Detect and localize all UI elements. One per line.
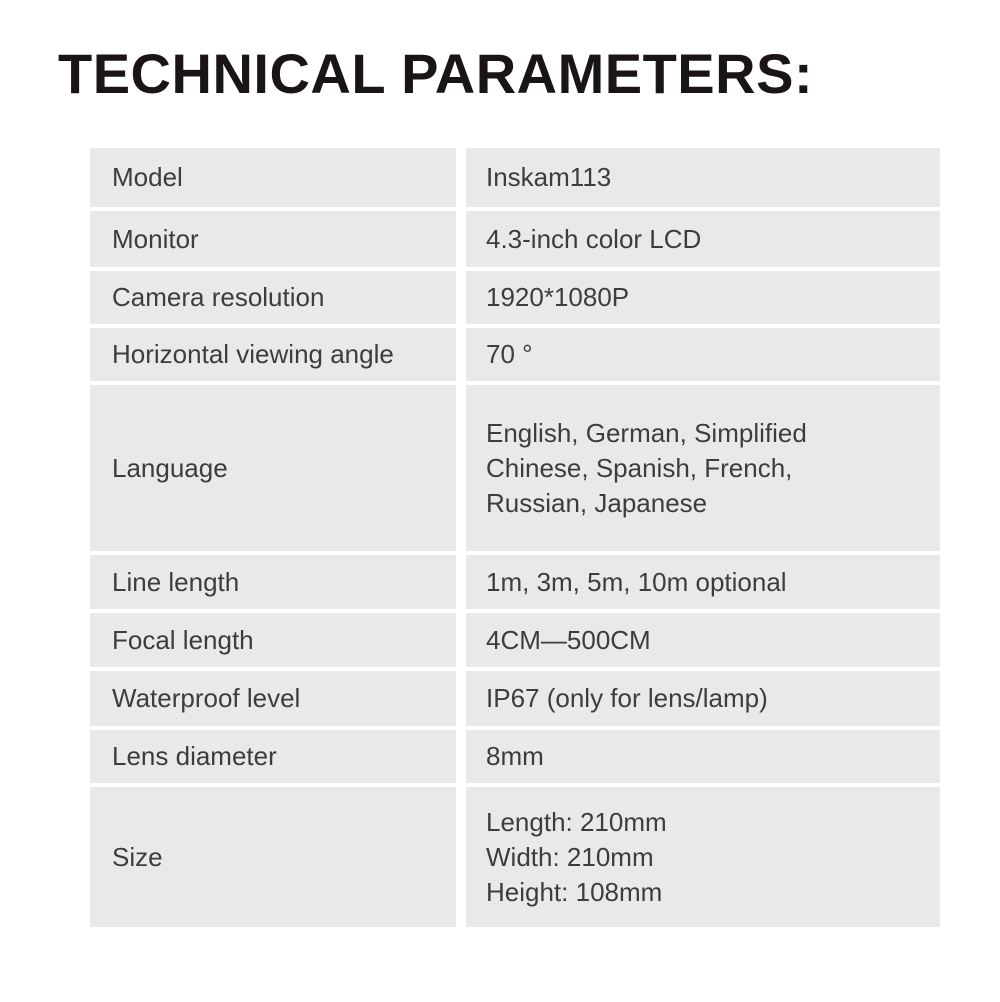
- spec-value-line: IP67 (only for lens/lamp): [486, 683, 768, 713]
- spec-row-model: [90, 148, 940, 207]
- spec-row-camera-resolution: [90, 271, 940, 324]
- spec-label: Size: [90, 787, 456, 927]
- spec-value-line: 1920*1080P: [486, 282, 630, 312]
- spec-row-focal-length: [90, 613, 940, 667]
- spec-value: [466, 385, 940, 551]
- spec-value: [466, 787, 940, 927]
- spec-value: [466, 148, 940, 207]
- spec-value: [466, 730, 940, 783]
- spec-value: [466, 271, 940, 324]
- spec-value: [466, 211, 940, 267]
- spec-row-viewing-angle: [90, 328, 940, 381]
- spec-label: Waterproof level: [90, 671, 456, 726]
- spec-value-line: 4.3-inch color LCD: [486, 223, 702, 254]
- spec-value: [466, 671, 940, 726]
- page-title: TECHNICAL PARAMETERS:: [58, 42, 814, 105]
- spec-value-line: 4CM—500CM: [486, 624, 651, 655]
- spec-label: Lens diameter: [90, 730, 456, 783]
- spec-value: [466, 613, 940, 667]
- spec-value-line: Russian, Japanese: [486, 487, 708, 518]
- spec-row-language: [90, 385, 940, 551]
- spec-label: Line length: [90, 555, 456, 609]
- spec-label: Camera resolution: [90, 271, 456, 324]
- spec-value-line: 8mm: [486, 741, 544, 771]
- spec-label: Focal length: [90, 613, 456, 667]
- spec-row-monitor: [90, 211, 940, 267]
- spec-row-lens-diameter: [90, 730, 940, 783]
- spec-row-waterproof: [90, 671, 940, 726]
- spec-value-line: 70 °: [486, 339, 533, 369]
- spec-row-line-length: [90, 555, 940, 609]
- spec-value-line: 1m, 3m, 5m, 10m optional: [486, 566, 787, 597]
- spec-label: Monitor: [90, 211, 456, 267]
- spec-label: Model: [90, 148, 456, 207]
- spec-value-line: Chinese, Spanish, French,: [486, 452, 793, 483]
- spec-value-line: Inskam113: [486, 162, 612, 192]
- spec-value-line: English, German, Simplified: [486, 417, 807, 448]
- spec-value: [466, 555, 940, 609]
- spec-table: [90, 148, 940, 931]
- spec-value-line: Width: 210mm: [486, 841, 654, 872]
- spec-value-line: Height: 108mm: [486, 876, 663, 907]
- spec-row-size: [90, 787, 940, 927]
- spec-label: Language: [90, 385, 456, 551]
- spec-value: [466, 328, 940, 381]
- spec-label: Horizontal viewing angle: [90, 328, 456, 381]
- spec-value-line: Length: 210mm: [486, 806, 667, 837]
